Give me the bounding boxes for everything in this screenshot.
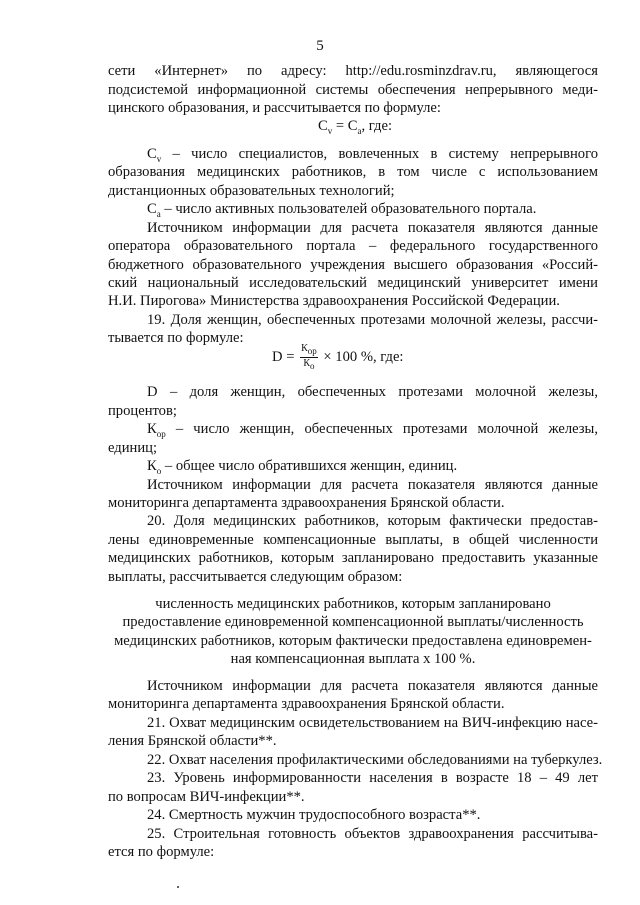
formula-line: предоставление единовременной компенсационной выплаты/численность xyxy=(122,614,584,630)
text-line: подсистемой информационной системы обеспечения непрерывного меди- xyxy=(108,82,598,98)
text-line: оператора образовательного портала – федерального государственного xyxy=(108,238,598,254)
text-line: процентов; xyxy=(108,403,177,419)
text-line: бюджетного образовательного учреждения высшего образования «Россий- xyxy=(108,257,598,273)
formula-line: медицинских работников, которым фактически предоставлена единовремен- xyxy=(114,633,592,649)
text-line: цинского образования, и рассчитывается по формуле: xyxy=(108,100,441,116)
text-line: 21. Охват медицинским освидетельствованием на ВИЧ-инфекцию насе- xyxy=(147,715,598,731)
formula-cv: $C_v = C_a$, где: xyxy=(318,118,393,136)
definition-line: $C_v$ – число специалистов, вовлеченных в систему непрерывного xyxy=(147,146,598,164)
definition-line: $C_a$ – число активных пользователей образовательного портала. xyxy=(147,201,537,219)
text-line: Источником информации для расчета показателя являются данные xyxy=(147,477,598,493)
text-line: единиц; xyxy=(108,440,158,456)
formula-d: D = $\frac{К_{ор}}{К_о}$ × 100 %, где: xyxy=(272,343,404,371)
text-line: тывается по формуле: xyxy=(108,330,244,346)
text-line: дистанционных образовательных технологий; xyxy=(108,183,395,199)
text-line: по вопросам ВИЧ-инфекции**. xyxy=(108,789,305,805)
text-line: мониторинга департамента здравоохранения Брянской области. xyxy=(108,696,505,712)
page-number: 5 xyxy=(316,38,324,54)
text-line: сети «Интернет» по адресу: http://edu.rosminzdrav.ru, являющегося xyxy=(108,63,598,79)
text-line: 25. Строительная готовность объектов здравоохранения рассчитыва- xyxy=(147,826,598,842)
formula-line: численность медицинских работников, которым запланировано xyxy=(155,596,551,612)
fraction: $\frac{К_{ор}}{К_о}$ xyxy=(301,343,317,371)
text-line: образования медицинских работников, в том числе с использованием xyxy=(108,164,598,180)
text-line: 19. Доля женщин, обеспеченных протезами молочной железы, рассчи- xyxy=(147,312,598,328)
text-line: ский национальный исследовательский медицинский университет имени xyxy=(108,275,598,291)
text-line: D – доля женщин, обеспеченных протезами молочной железы, xyxy=(147,384,598,400)
text-line: ления Брянской области**. xyxy=(108,733,277,749)
text-line: лены единовременные компенсационные выплаты, в общей численности xyxy=(108,532,598,548)
text-line: 20. Доля медицинских работников, которым фактически предостав- xyxy=(147,513,598,529)
text-line: Источником информации для расчета показателя являются данные xyxy=(147,220,598,236)
text-line: ется по формуле: xyxy=(108,844,215,860)
text-line: выплаты, рассчитывается следующим образом: xyxy=(108,569,403,585)
text-line: 23. Уровень информированности населения в возрасте 18 – 49 лет xyxy=(147,770,598,786)
text-line: Источником информации для расчета показателя являются данные xyxy=(147,678,598,694)
text-line: 24. Смертность мужчин трудоспособного возраста**. xyxy=(147,807,481,823)
text-line: 22. Охват населения профилактическими обследованиями на туберкулез. xyxy=(147,752,603,768)
text-line: медицинских работников, которым запланировано предоставить указанные xyxy=(108,550,598,566)
text-line: Н.И. Пирогова» Министерства здравоохранения Российской Федерации. xyxy=(108,293,560,309)
formula-line: ная компенсационная выплата х 100 %. xyxy=(230,651,476,667)
scan-speck xyxy=(177,886,179,888)
definition-line: $К_{ор}$ – число женщин, обеспеченных протезами молочной железы, xyxy=(147,421,598,439)
definition-line: $К_о$ – общее число обратившихся женщин, единиц. xyxy=(147,458,458,476)
text-line: мониторинга департамента здравоохранения Брянской области. xyxy=(108,495,505,511)
